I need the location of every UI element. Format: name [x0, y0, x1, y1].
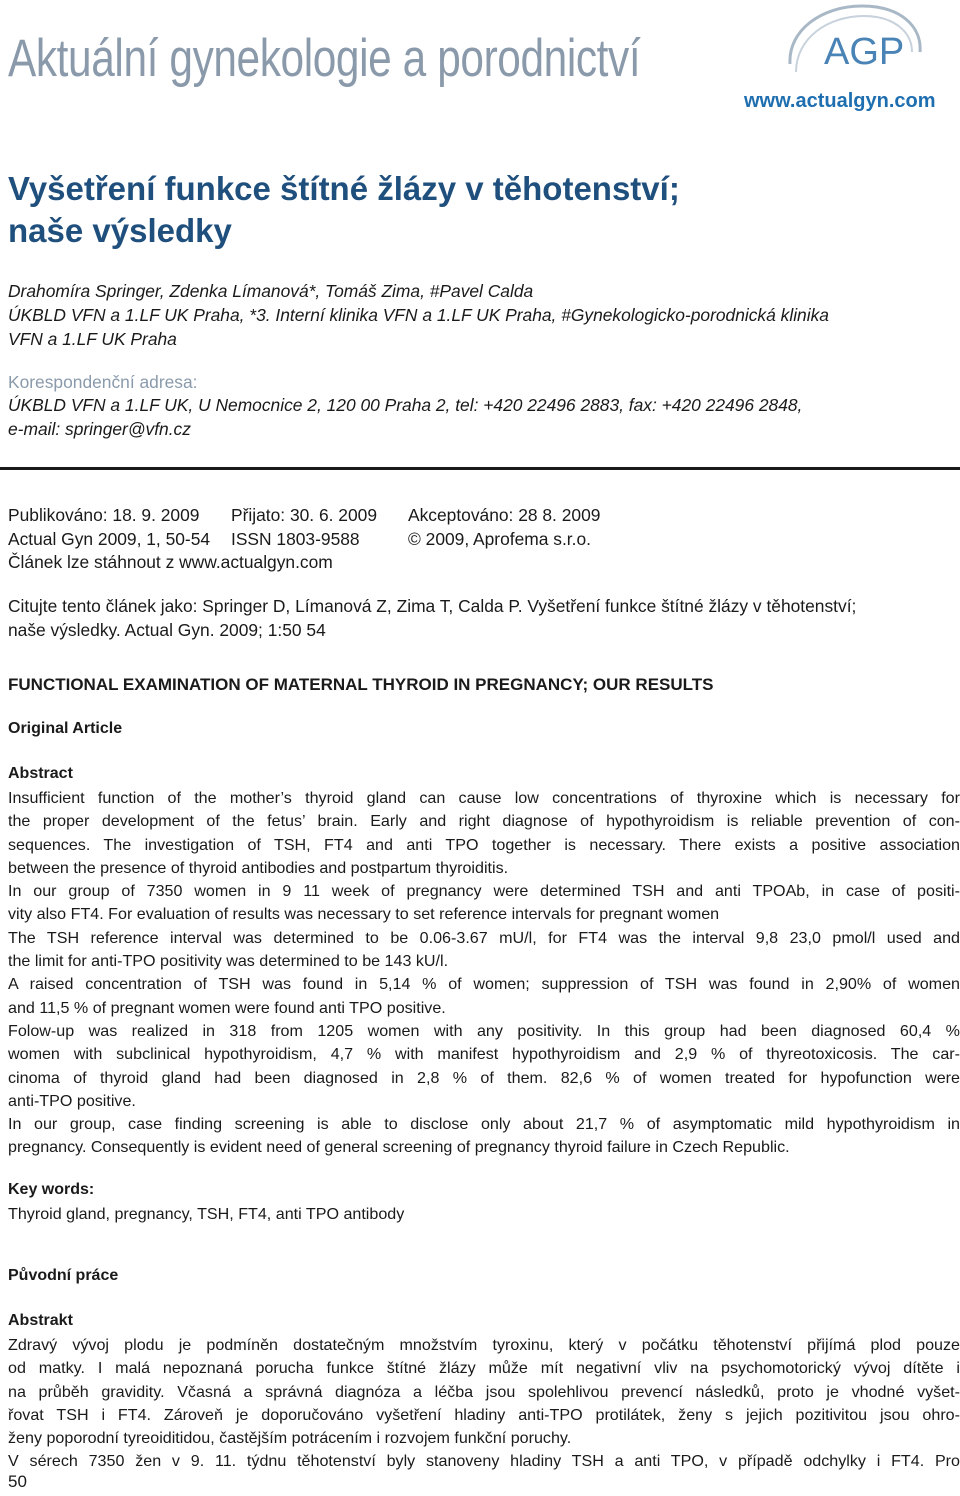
- abstract-heading-cz: Abstrakt: [8, 1312, 73, 1329]
- abstract-en-line: sequences. The investigation of TSH, FT4 and anti TPO together is necessary. There exists a positive association: [8, 835, 960, 854]
- abstract-cz-line: Zdravý vývoj plodu je podmíněn dostatečným množstvím tyroxinu, který v počátku těhotenství přijímá plod pouze: [8, 1336, 960, 1354]
- abstract-cz-line: od matky. I malá nepoznaná porucha funkce štítné žlázy může mít negativní vliv na psychomotorický vývoj dítěte i: [8, 1359, 960, 1378]
- abstract-en-line: The TSH reference interval was determined to be 0.06-3.67 mU/l, for FT4 was the interval 9,8 23,0 pmol/l used and: [8, 928, 960, 947]
- issn: ISSN 1803-9588: [231, 529, 360, 549]
- agp-logo-graphic: [782, 2, 932, 90]
- accepted-date: Akceptováno: 28 8. 2009: [408, 505, 601, 525]
- correspondence-block: [8, 393, 958, 441]
- abstract-en-line: cinoma of thyroid gland had been diagnosed in 2,8 % of them. 82,6 % of women treated for hypofunction were: [8, 1068, 960, 1087]
- abstract-en-line: In our group of 7350 women in 9 11 week of pregnancy were determined TSH and anti TPOAb, in case of positi-: [8, 882, 960, 901]
- abstract-en-line: A raised concentration of TSH was found in 5,14 % of women; suppression of TSH was found in 2,90% of women: [8, 975, 960, 994]
- page-number: 50: [8, 1472, 27, 1491]
- abstract-cz: [8, 1334, 960, 1474]
- logo-text: AGP: [824, 31, 905, 73]
- abstract-en-line: Folow-up was realized in 318 from 1205 women with any positivity. In this group had been diagnosed 60,4 %: [8, 1021, 960, 1040]
- site-url[interactable]: www.actualgyn.com: [744, 90, 936, 112]
- english-title: FUNCTIONAL EXAMINATION OF MATERNAL THYROID IN PREGNANCY; OUR RESULTS: [8, 675, 714, 694]
- journal-title: Aktuální gynekologie a porodnictví: [8, 29, 641, 88]
- abstract-en-line: the limit for anti-TPO positivity was determined to be 143 kU/l.: [8, 952, 449, 971]
- abstract-cz-line: řovat TSH i FT4. Zároveň je doporučováno vyšetření hladiny anti-TPO protilátek, ženy s jejich pozitivitou jsou ohro-: [8, 1405, 960, 1424]
- abstract-en-line: women with subclinical hypothyroidism, 4,7 % with manifest hypothyroidism and 2,9 % of thyreotoxicosis. The car-: [8, 1045, 960, 1064]
- abstract-en-line: anti-TPO positive.: [8, 1091, 136, 1110]
- cite-line: Citujte tento článek jako: Springer D, Límanová Z, Zima T, Calda P. Vyšetření funkce štítné žlázy v těhotenství;: [8, 596, 857, 616]
- affiliation-line: ÚKBLD VFN a 1.LF UK Praha, *3. Interní klinika VFN a 1.LF UK Praha, #Gynekologicko-porodnická klinika: [8, 305, 829, 325]
- cite-line: naše výsledky. Actual Gyn. 2009; 1:50 54: [8, 620, 326, 640]
- abstract-heading-en: Abstract: [8, 765, 73, 782]
- abstract-en: [8, 787, 960, 1160]
- article-title-line: naše výsledky: [8, 212, 232, 249]
- abstract-en-line: In our group, case finding screening is able to disclose only about 21,7 % of asymptomatic mild hypothyroidism in: [8, 1115, 960, 1134]
- abstract-en-line: Insufficient function of the mother’s thyroid gland can cause low concentrations of thyroxine which is necessary for: [8, 789, 960, 807]
- abstract-cz-line: ženy poporodní tyreoiditidou, častějším potrácením i rozvojem funkční poruchy.: [8, 1429, 572, 1448]
- published-date: Publikováno: 18. 9. 2009: [8, 505, 200, 525]
- keywords-heading: Key words:: [8, 1181, 95, 1198]
- received-date: Přijato: 30. 6. 2009: [231, 505, 377, 525]
- article-type-cz: Původní práce: [8, 1267, 119, 1284]
- abstract-en-line: vity also FT4. For evaluation of results was necessary to set reference intervals for pregnant women: [8, 905, 720, 924]
- keywords: Thyroid gland, pregnancy, TSH, FT4, anti TPO antibody: [8, 1205, 405, 1223]
- agp-logo: [782, 2, 932, 90]
- download-note[interactable]: Článek lze stáhnout z www.actualgyn.com: [8, 552, 333, 572]
- author-block: [8, 279, 958, 351]
- article-title-line: Vyšetření funkce štítné žlázy v těhotenství;: [8, 170, 680, 207]
- article-title: [8, 168, 908, 252]
- affiliation-line: VFN a 1.LF UK Praha: [8, 329, 177, 349]
- citation-short: Actual Gyn 2009, 1, 50-54: [8, 529, 211, 549]
- correspondence-label: Korespondenční adresa:: [8, 372, 198, 392]
- abstract-cz-line: V sérech 7350 žen v 9. 11. týdnu těhotenství byly stanoveny hladiny TSH a anti TPO, v případě odchylky i FT4. Pro: [8, 1452, 960, 1471]
- header-separator: [0, 467, 960, 470]
- abstract-en-line: between the presence of thyroid antibodies and postpartum thyroiditis.: [8, 858, 509, 877]
- abstract-en-line: and 11,5 % of pregnant women were found anti TPO positive.: [8, 998, 446, 1017]
- abstract-en-line: the proper development of the fetus’ brain. Early and right diagnose of hypothyroidism is reliable prevention of con-: [8, 812, 960, 831]
- publication-dates-row: [8, 503, 958, 527]
- abstract-cz-line: na průběh gravidity. Včasná a správná diagnóza a léčba jsou spolehlivou prevencí následků, proto je vhodné vyšet-: [8, 1382, 960, 1401]
- copyright: © 2009, Aprofema s.r.o.: [408, 529, 591, 549]
- article-type-en: Original Article: [8, 720, 123, 737]
- abstract-en-line: pregnancy. Consequently is evident need of general screening of pregnancy thyroid failure in Czech Republic.: [8, 1138, 790, 1157]
- correspondence-line: ÚKBLD VFN a 1.LF UK, U Nemocnice 2, 120 00 Praha 2, tel: +420 22496 2883, fax: +420 22496 2848,: [8, 395, 803, 415]
- correspondence-line: e-mail: springer@vfn.cz: [8, 419, 191, 439]
- cite-as: [8, 594, 958, 642]
- publication-citation-row: [8, 527, 958, 551]
- authors: Drahomíra Springer, Zdenka Límanová*, Tomáš Zima, #Pavel Calda: [8, 281, 534, 301]
